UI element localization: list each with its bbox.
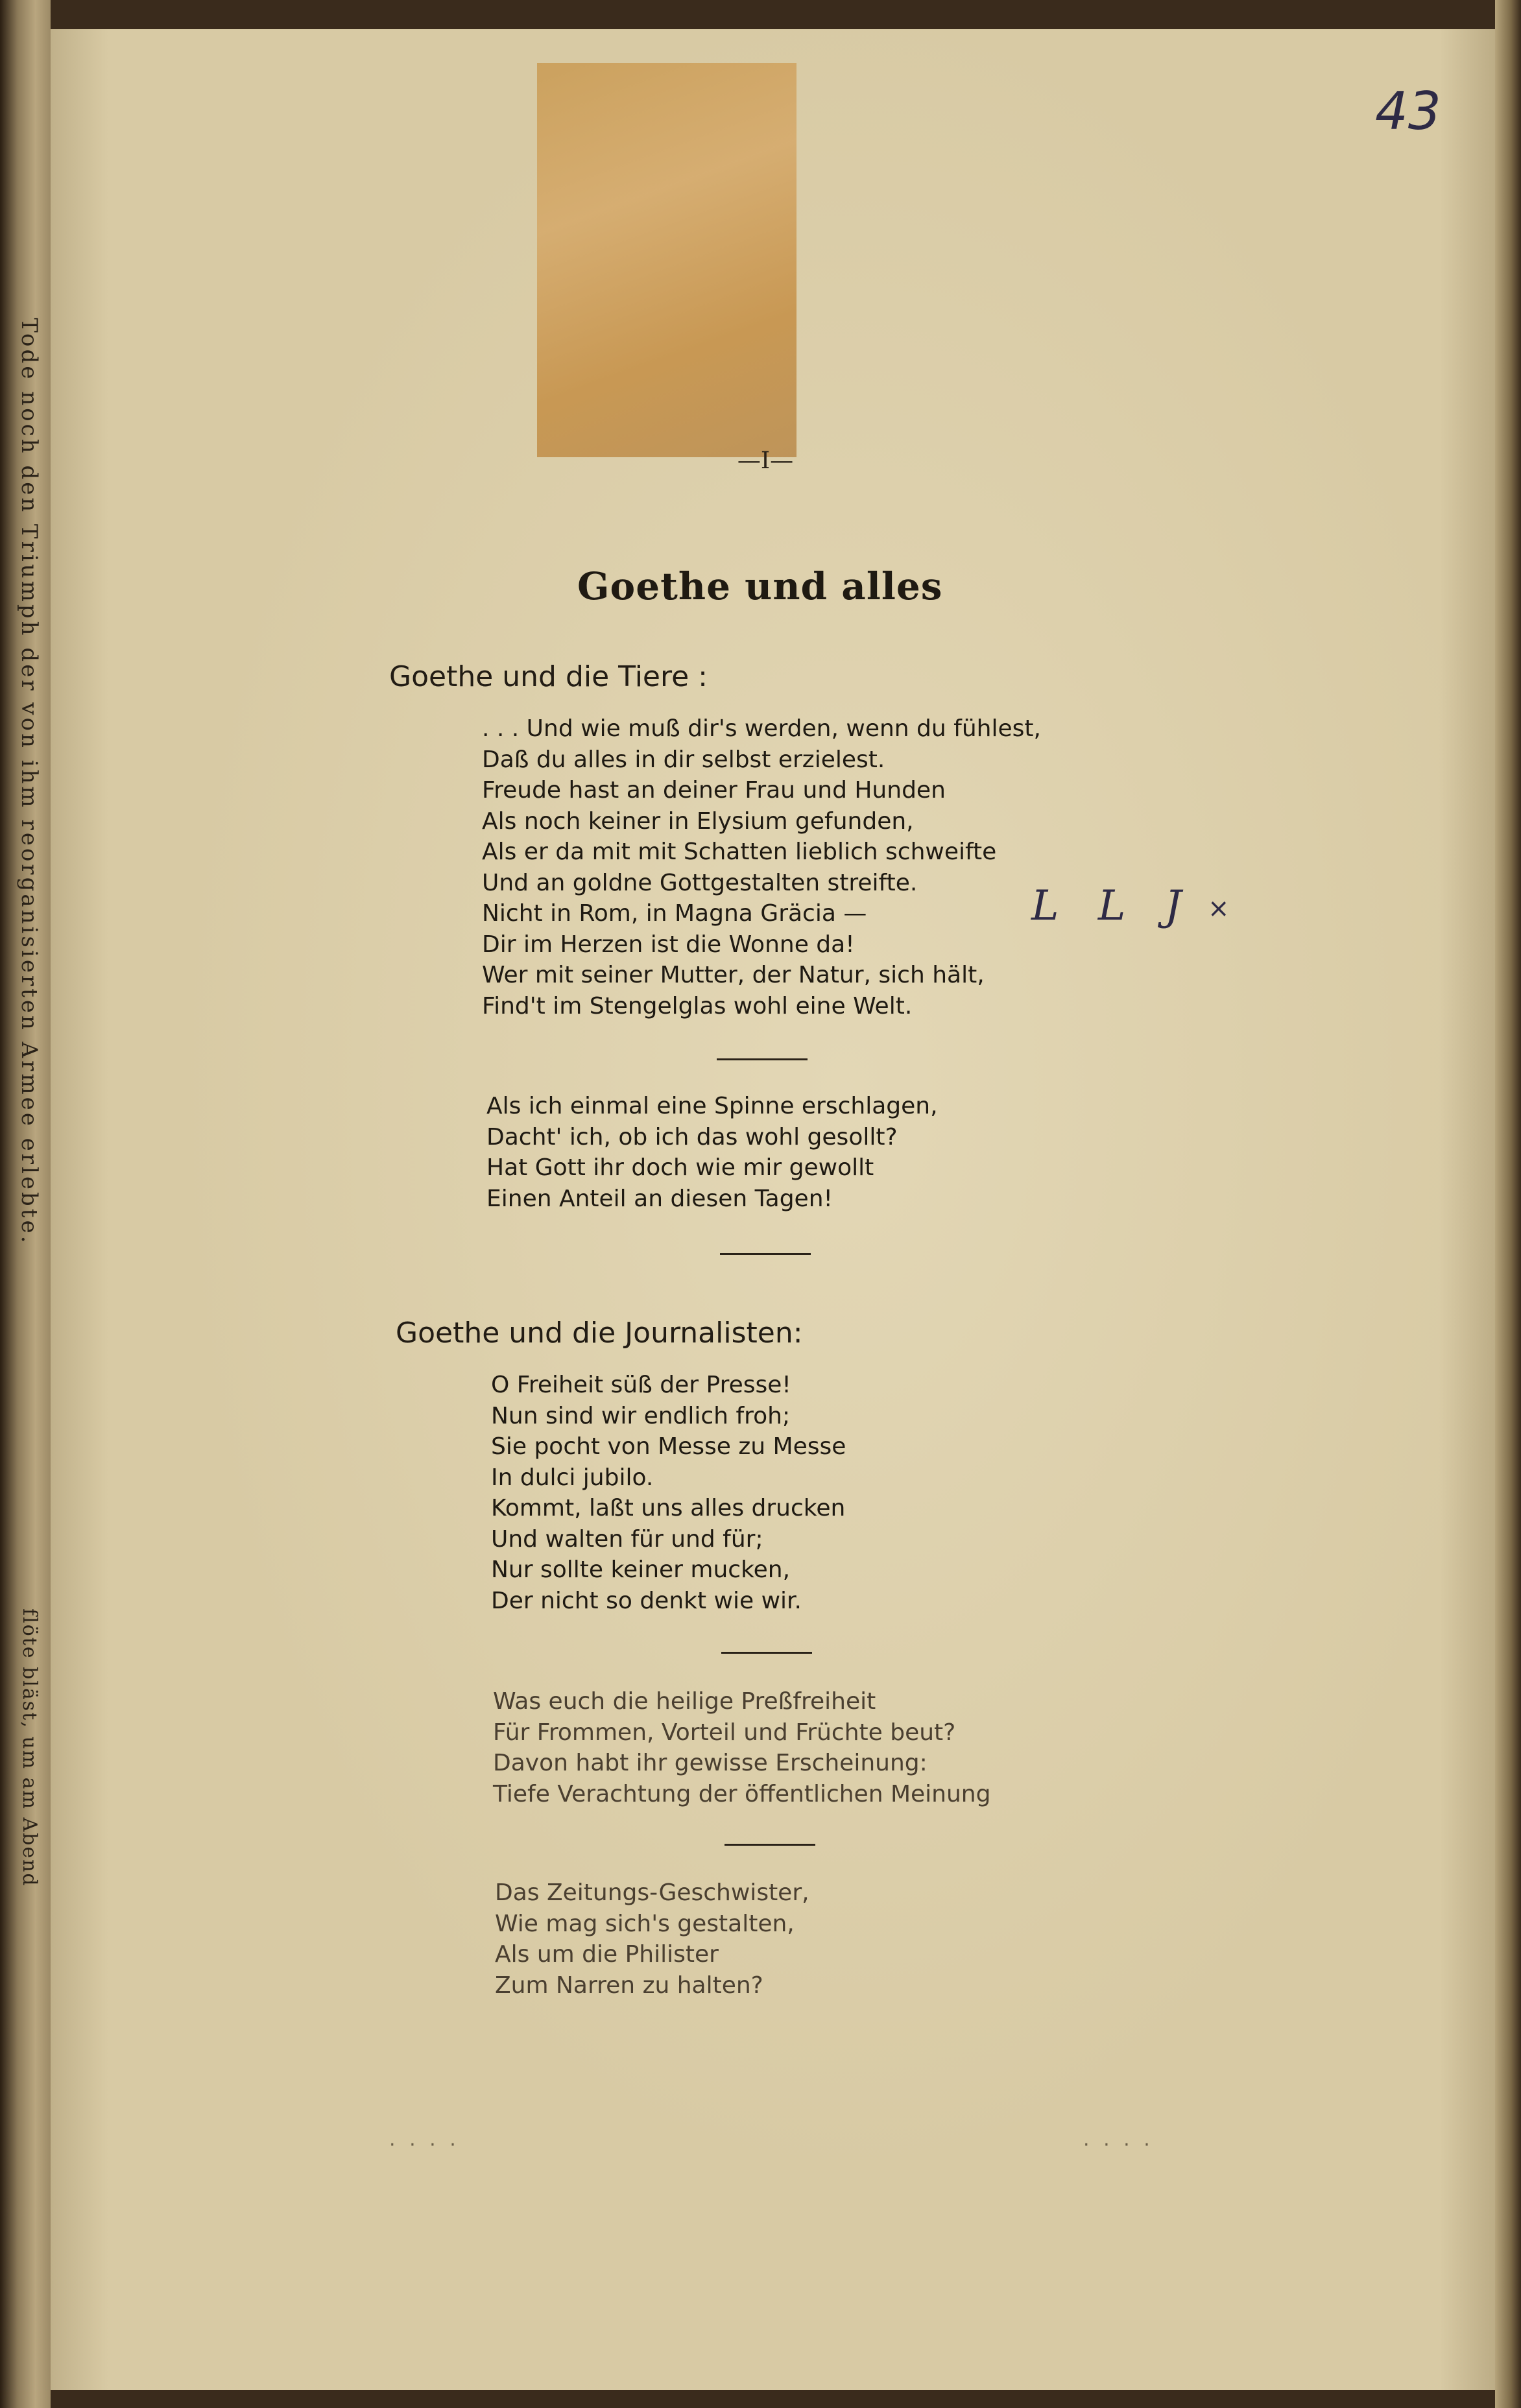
poem-journalisten-stanza-1: [491, 1370, 846, 1616]
poem-line: Der nicht so denkt wie wir.: [491, 1587, 802, 1614]
poem-tiere-stanza-2: [486, 1091, 938, 1214]
poem-line: Sie pocht von Messe zu Messe: [491, 1433, 846, 1460]
handwritten-annotation: L L J: [1031, 882, 1195, 930]
poem-line: Wie mag sich's gestalten,: [495, 1910, 795, 1937]
poem-line: Dacht' ich, ob ich das wohl gesollt?: [486, 1123, 898, 1150]
poem-line: Als noch keiner in Elysium gefunden,: [482, 807, 914, 835]
poem-line: Zum Narren zu halten?: [495, 1972, 763, 1999]
poem-line: Als ich einmal eine Spinne erschlagen,: [486, 1093, 938, 1119]
page-title: Goethe und alles: [577, 564, 943, 608]
tape-mark: —I—: [737, 447, 794, 474]
spine-text-bottom: flöte bläst, um am Abend: [18, 1608, 41, 1887]
poem-line: Wer mit seiner Mutter, der Natur, sich hält,: [482, 962, 985, 988]
poem-line: . . . Und wie muß dir's werden, wenn du fühlest,: [482, 715, 1041, 742]
poem-line: Nicht in Rom, in Magna Gräcia —: [482, 900, 867, 927]
poem-line: In dulci jubilo.: [491, 1464, 654, 1491]
section-heading-tiere: Goethe und die Tiere :: [389, 660, 708, 693]
page-edge: [1495, 0, 1521, 2408]
poem-line: Und an goldne Gottgestalten streifte.: [482, 869, 918, 896]
divider-rule: [721, 1652, 812, 1654]
poem-line: Nun sind wir endlich froh;: [491, 1402, 791, 1429]
tape-stain: [537, 63, 796, 457]
poem-tiere-stanza-1: [482, 713, 1041, 1021]
poem-line: Find't im Stengelglas wohl eine Welt.: [482, 992, 913, 1019]
divider-rule: [725, 1844, 815, 1846]
poem-line: Einen Anteil an diesen Tagen!: [486, 1185, 833, 1212]
poem-line: Das Zeitungs-Geschwister,: [495, 1879, 809, 1906]
poem-line: O Freiheit süß der Presse!: [491, 1372, 791, 1398]
poem-line: Tiefe Verachtung der öffentlichen Meinung: [493, 1780, 991, 1807]
poem-line: Freude hast an deiner Frau und Hunden: [482, 777, 946, 804]
section-heading-journalisten: Goethe und die Journalisten:: [396, 1317, 803, 1350]
poem-journalisten-stanza-3: [495, 1878, 809, 2001]
poem-line: Dir im Herzen ist die Wonne da!: [482, 931, 855, 958]
poem-line: Als er da mit mit Schatten lieblich schweifte: [482, 839, 997, 865]
poem-line: Als um die Philister: [495, 1941, 719, 1968]
footer-marks-left: · · · ·: [389, 2134, 460, 2156]
poem-journalisten-stanza-2: [493, 1686, 990, 1809]
spine-text-top: Tode noch den Triumph der von ihm reorganisierten Armee erlebte.: [16, 318, 42, 1246]
divider-rule: [717, 1058, 808, 1060]
poem-line: Für Frommen, Vorteil und Früchte beut?: [493, 1719, 956, 1746]
poem-line: Kommt, laßt uns alles drucken: [491, 1495, 846, 1521]
page-number: 43: [1375, 81, 1441, 141]
divider-rule: [720, 1253, 811, 1255]
poem-line: Davon habt ihr gewisse Erscheinung:: [493, 1750, 928, 1776]
poem-line: Was euch die heilige Preßfreiheit: [493, 1688, 876, 1715]
poem-line: Hat Gott ihr doch wie mir gewollt: [486, 1154, 874, 1181]
poem-line: Und walten für und für;: [491, 1525, 763, 1553]
poem-line: Nur sollte keiner mucken,: [491, 1556, 791, 1583]
handwritten-x-mark: ×: [1208, 894, 1230, 924]
book-spine: [0, 0, 51, 2408]
footer-marks-right: · · · ·: [1083, 2134, 1154, 2156]
poem-line: Daß du alles in dir selbst erzielest.: [482, 746, 885, 773]
